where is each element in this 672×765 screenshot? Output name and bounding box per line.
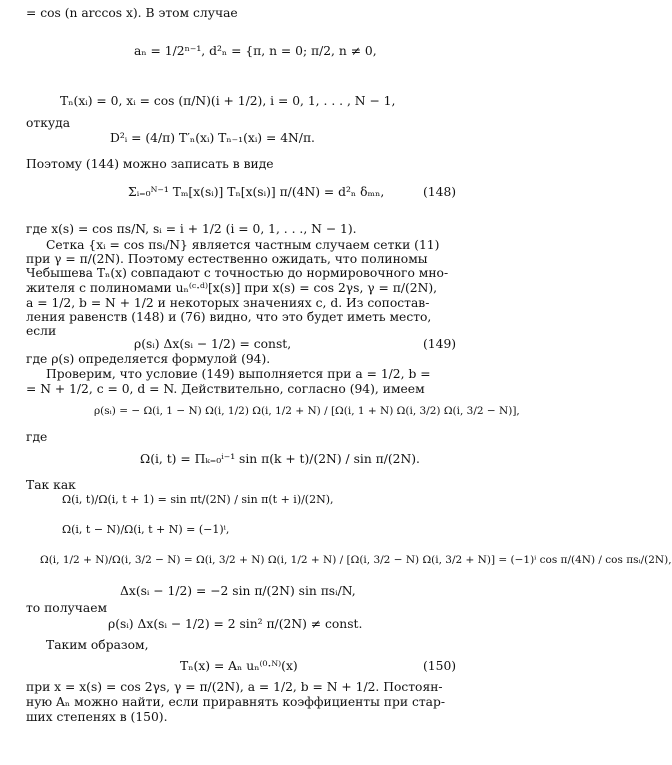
formula-an-dn: aₙ = 1/2ⁿ⁻¹, d²ₙ = {π, n = 0; π/2, n ≠ 0,	[134, 44, 377, 58]
equation-number-148: (148)	[423, 185, 457, 199]
text-line: откуда	[26, 116, 71, 130]
formula-rho-delta: ρ(sᵢ) Δx(sᵢ − 1/2) = 2 sin² π/(2N) ≠ const.	[108, 617, 363, 631]
equation-number-150: (150)	[423, 659, 457, 673]
formula-150: Tₙ(x) = Aₙ uₙ⁽⁰·ᴺ⁾(x)	[180, 659, 298, 673]
formula-chebyshev-roots: Tₙ(xᵢ) = 0, xᵢ = cos (π/N)(i + 1/2), i = 0, 1, . . . , N − 1,	[60, 94, 396, 108]
formula-omega-ratio-2: Ω(i, t − N)/Ω(i, t + N) = (−1)ⁱ,	[62, 523, 230, 536]
formula-omega-ratio-1: Ω(i, t)/Ω(i, t + 1) = sin πt/(2N) / sin π(t + i)/(2N),	[62, 493, 334, 506]
text-line: где	[26, 430, 48, 444]
text-line: Таким образом,	[46, 638, 149, 652]
text-line: если	[26, 324, 57, 338]
formula-di-squared: D²ᵢ = (4/π) T′ₙ(xᵢ) Tₙ₋₁(xᵢ) = 4N/π.	[110, 131, 315, 145]
text-line: при γ = π/(2N). Поэтому естественно ожидать, что полиномы	[26, 252, 428, 266]
text-line: ную Aₙ можно найти, если приравнять коэффициенты при стар-	[26, 695, 446, 709]
text-line: Проверим, что условие (149) выполняется при a = 1/2, b =	[46, 367, 431, 381]
text-line: при x = x(s) = cos 2γs, γ = π/(2N), a = 1/2, b = N + 1/2. Постоян-	[26, 680, 443, 694]
text-line: = N + 1/2, c = 0, d = N. Действительно, согласно (94), имеем	[26, 382, 425, 396]
text-line: ших степенях в (150).	[26, 710, 168, 724]
formula-rho: ρ(sᵢ) = − Ω(i, 1 − N) Ω(i, 1/2) Ω(i, 1/2 + N) / [Ω(i, 1 + N) Ω(i, 3/2) Ω(i, 3/2 − N)],	[94, 405, 520, 417]
text-line: жителя с полиномами uₙ⁽ᶜ·ᵈ⁾[x(s)] при x(s) = cos 2γs, γ = π/(2N),	[26, 281, 438, 295]
text-line: ления равенств (148) и (76) видно, что это будет иметь место,	[26, 310, 432, 324]
text-line: где x(s) = cos πs/N, sᵢ = i + 1/2 (i = 0, 1, . . ., N − 1).	[26, 222, 357, 236]
text-line: Чебышева Tₙ(x) совпадают с точностью до нормировочного мно-	[26, 266, 449, 280]
formula-omega-ratio-3: Ω(i, 1/2 + N)/Ω(i, 3/2 − N) = Ω(i, 3/2 + N) Ω(i, 1/2 + N) / [Ω(i, 3/2 − N) Ω(i, 3/2 + N)] = (−1)ⁱ cos π/(4N) / cos πsᵢ/(2N),	[40, 554, 672, 566]
text-line: Сетка {xᵢ = cos πsᵢ/N} является частным случаем сетки (11)	[46, 238, 440, 252]
text-line: = cos (n arccos x). В этом случае	[26, 6, 238, 20]
text-line: a = 1/2, b = N + 1/2 и некоторых значениях c, d. Из сопостав-	[26, 296, 430, 310]
text-line: Так как	[26, 478, 76, 492]
formula-149: ρ(sᵢ) Δx(sᵢ − 1/2) = const,	[134, 337, 292, 351]
formula-omega: Ω(i, t) = Πₖ₌₀ⁱ⁻¹ sin π(k + t)/(2N) / sin π/(2N).	[140, 452, 420, 466]
text-line: где ρ(s) определяется формулой (94).	[26, 352, 271, 366]
text-line: Поэтому (144) можно записать в виде	[26, 157, 274, 171]
equation-number-149: (149)	[423, 337, 457, 351]
formula-148: Σᵢ₌₀ᴺ⁻¹ Tₘ[x(sᵢ)] Tₙ[x(sᵢ)] π/(4N) = d²ₙ δₘₙ,	[128, 185, 385, 199]
formula-delta-x: Δx(sᵢ − 1/2) = −2 sin π/(2N) sin πsᵢ/N,	[120, 584, 356, 598]
text-line: то получаем	[26, 601, 108, 615]
